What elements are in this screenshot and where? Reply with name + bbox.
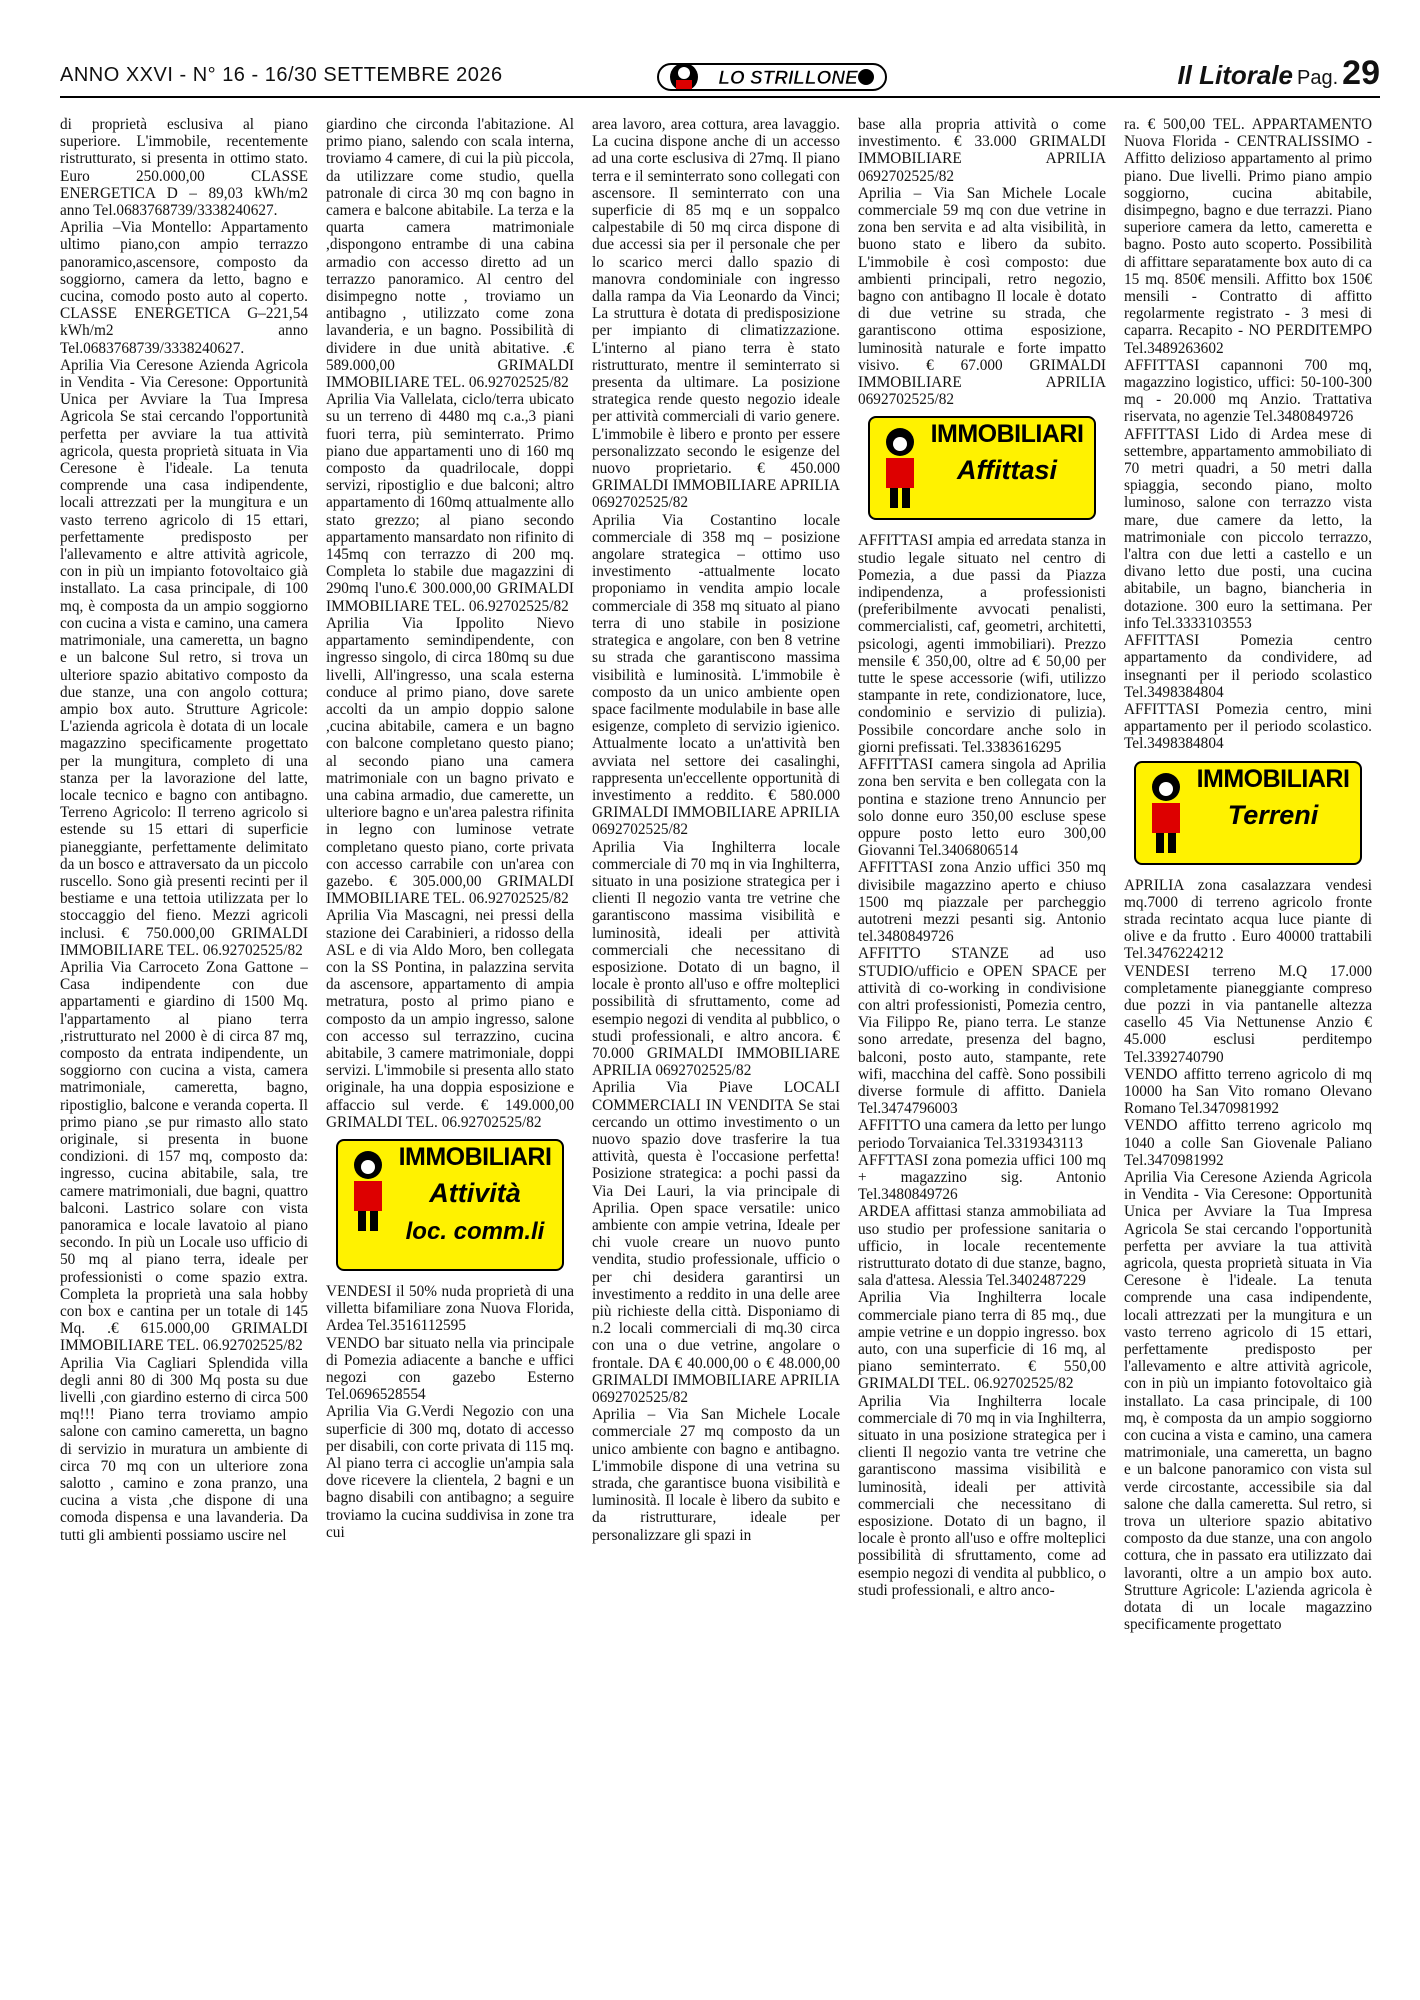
listing: AFFITTO una camera da letto per lungo periodo Torvaianica Tel.3319343113	[858, 1117, 1106, 1152]
listing: ARDEA affittasi stanza ammobiliata ad uso studio per professione sanitaria o ufficio, in locale recentemente ristrutturato dotato di due stanze, bagno, sala d'attesa. Alessia Tel.3402487229	[858, 1203, 1106, 1290]
listing: Aprilia Via Inghilterra locale commerciale di 70 mq in via Inghilterra, situato in una posizione strategica per i clienti Il negozio vanta tre vetrine che garantiscono massima visibilità e luminosità, ideali per attività commerciali che necessitano di esposizione. Dotato di un bagno, il locale è pronto all'uso e offre molteplici possibilità di sfruttamento, come ad esempio negozi di vendita al pubblico, o studi professionali, e altro ancora. € 70.000 GRIMALDI IMMOBILIARE APRILIA 0692702525/82	[592, 838, 840, 1080]
listing: Aprilia Via Mascagni, nei pressi della stazione dei Carabinieri, a ridosso della ASL e di via Aldo Moro, ben collegata con la SS Pontina, in palazzina servita da ascensore, appartamento di ampia metratura, posto al primo piano e composto da un ampio ingresso, salone con accesso sul terrazzino, cucina abitabile, 3 camere matrimoniale, doppi servizi. L'immobile si presenta allo stato originale, ha una doppia esposizione e affaccio sul verde. € 149.000,00 GRIMALDI TEL. 06.92702525/82	[326, 907, 574, 1131]
listing: Aprilia Via Ippolito Nievo appartamento semindipendente, con ingresso singolo, di circa 180mq su due livelli, All'ingresso, una scala esterna conduce al primo piano, dove sarete accolti da un ampio doppio salone ,cucina abitabile, camera e un bagno con balcone completano questo piano; al secondo piano una camera matrimoniale con un bagno privato e una cabina armadio, due camerette, un ulteriore bagno e un'area palestra rifinita in legno con luminose vetrate completano questo piano, corte privata con accesso carrabile con un'area con gazebo. € 305.000,00 GRIMALDI IMMOBILIARE TEL. 06.92702525/82	[326, 614, 574, 908]
page-word: Pag.	[1297, 67, 1339, 89]
listing: area lavoro, area cottura, area lavaggio. La cucina dispone anche di un accesso ad una corte esclusiva di 27mq. Il piano terra e il seminterrato sono collegati con ascensore. Il seminterrato con una superficie di 85 mq e un soppalco calpestabile di 50 mq circa dispone di due accessi sia per il personale che per lo scarico merci dallo spazio di manovra condominiale con ingresso dalla rampa da Via Leonardo da Vinci; La struttura è dotata di predisposizione per impianto di climatizzazione. L'interno al piano terra è stato ristrutturato, mentre il seminterrato si presenta da ultimare. La posizione strategica rende questo negozio ideale per attività commerciali di vario genere. L'immobile è libero e pronto per essere personalizzato secondo le esigenze del nuovo proprietario. € 450.000 GRIMALDI IMMOBILIARE APRILIA 0692702525/82	[592, 116, 840, 512]
listing: AFFITTASI Pomezia centro, mini appartamento per il periodo scolastico. Tel.3498384804	[1124, 700, 1372, 753]
listing: VENDESI terreno M.Q 17.000 completamente pianeggiante compreso due pozzi in via pantanelle altezza casello 45 Via Nettunense Anzio € 45.000 esclusi perditempo Tel.3392740790	[1124, 962, 1372, 1066]
listing: Aprilia – Via San Michele Locale commerciale 59 mq con due vetrine in zona ben servita e ad alta visibilità, in buono stato e libero da subito. L'immobile è così composto: due ambienti principali, retro negozio, bagno con antibagno Il locale è dotato di due vetrine su strada, che garantiscono ottima esposizione, luminosità naturale e forte impatto visivo. € 67.000 GRIMALDI IMMOBILIARE APRILIA 0692702525/82	[858, 184, 1106, 409]
column-4	[858, 116, 1106, 1988]
listing: Aprilia Via Vallelata, ciclo/terra ubicato su un terreno di 4480 mq c.a.,3 piani fuori terra, più seminterrato. Primo piano due appartamenti uno di 160 mq composto da quadrilocale, doppi servizi, ripostiglio e due balconi; altro appartamento di 160mq attualmente allo stato grezzo; al piano secondo appartamento mansardato non rifinito di 145mq con terrazzo di 200 mq. Completa lo stabile due magazzini di 290mq l'uno.€ 300.000,00 GRIMALDI IMMOBILIARE TEL. 06.92702525/82	[326, 391, 574, 615]
listing: Aprilia Via Piave LOCALI COMMERCIALI IN VENDITA Se stai cercando un ottimo investimento o un nuovo spazio dove trasferire la tua attività, questa è l'occasione perfetta! Posizione strategica: a pochi passi da Via Dei Lauri, la via principale di Aprilia. Open space versatile: unico ambiente con ampie vetrina, Ideale per chi vuole creare un nuovo punto vendita, studio professionale, ufficio o per chi desidera garantirsi un investimento a reddito in una delle aree più richieste della città. Disponiamo di n.2 locali commerciali di mq.30 circa con una o due vetrine, angolare o frontale. DA € 40.000,00 o € 48.000,00 GRIMALDI IMMOBILIARE APRILIA 0692702525/82	[592, 1079, 840, 1407]
section-header-affittasi	[868, 416, 1096, 520]
listing: AFFITTASI ampia ed arredata stanza in studio legale situato nel centro di Pomezia, a due passi da Piazza indipendenza, a professionisti (preferibilmente avvocati penalisti, commercialisti, caf, geometri, architetti, psicologi, agenti immobiliari). Prezzo mensile € 350,00, oltre ad € 50,00 per tutte le spese accessorie (wifi, utilizzo stampante in rete, condizionatore, luce, condominio e servizio di pulizia). Possibile concordare anche solo in giorni prefissati. Tel.3383616295	[858, 532, 1106, 756]
issue-info: ANNO XXVI - N° 16 - 16/30 SETTEMBRE 2026	[60, 64, 503, 86]
listing: Aprilia Via Inghilterra locale commerciale di 70 mq in via Inghilterra, situato in una posizione strategica per i clienti Il negozio vanta tre vetrine che garantiscono massima visibilità e luminosità, ideali per attività commerciali che necessitano di esposizione. Dotato di un bagno, il locale è pronto all'uso e offre molteplici possibilità di sfruttamento, come ad esempio negozi di vendita al pubblico, o studi professionali, e altro anco-	[858, 1392, 1106, 1599]
listing: VENDO bar situato nella via principale di Pomezia adiacente a banche e uffici negozi con gazebo Esterno Tel.0696528554	[326, 1334, 574, 1404]
page-number: 29	[1342, 54, 1380, 92]
listing: AFFITTASI capannoni 700 mq, magazzino logistico, uffici: 50-100-300 mq - 20.000 mq Anzio. Trattativa riservata, no agenzie Tel.3480849726	[1124, 356, 1372, 426]
lo-strillone-logo	[656, 58, 888, 96]
listing: VENDO affitto terreno agricolo mq 1040 a colle San Giovenale Paliano Tel.3470981992	[1124, 1117, 1372, 1169]
section-subtitle: Terreni	[1227, 799, 1319, 830]
listing: Aprilia Via Cagliari Splendida villa degli anni 80 di 300 Mq posta su due livelli ,con giardino esterno di circa 500 mq!!! Piano terra troviamo ampio salone con camino cameretta, un bagno di servizio in muratura un ambiente di circa 70 mq con un ulteriore zona salotto , camino e zona pranzo, una cucina a vista ,che dispone di una comoda dispensa e una lavanderia. Da tutti gli ambienti possiamo uscire nel	[60, 1354, 308, 1544]
listing: Aprilia –Via Montello: Appartamento ultimo piano,con ampio terrazzo panoramico,ascensore, composto da soggiorno, camera da letto, bagno e cucina, comodo posto auto al coperto. CLASSE ENERGETICA G–221,54 kWh/m2 anno Tel.0683768739/3338240627.	[60, 219, 308, 357]
listing: Aprilia Via Inghilterra locale commerciale piano terra di 85 mq., due ampie vetrine e un doppio ingresso. box auto, con una superficie di 16 mq, al piano seminterrato. € 550,00 GRIMALDI TEL. 06.92702525/82	[858, 1289, 1106, 1393]
listing: APRILIA zona casalazzara vendesi mq.7000 di terreno agricolo fronte strada recintato acqua luce piante di olive e da frutto . Euro 40000 trattabili Tel.3476224212	[1124, 876, 1372, 963]
page-label	[1177, 54, 1380, 93]
section-title: IMMOBILIARI	[398, 1142, 552, 1171]
listing: Aprilia Via G.Verdi Negozio con una superficie di 300 mq, dotato di accesso per disabili, con corte privata di 115 mq. Al piano terra ci accoglie un'ampia sala dove ricevere la clientela, 2 bagni e un bagno disabili con antibagno; a seguire troviamo la cucina suddivisa in zone tra cui	[326, 1403, 574, 1541]
section-subtitle-2: loc. comm.li	[405, 1217, 545, 1245]
listing: Aprilia Via Carroceto Zona Gattone – Casa indipendente con due appartamenti e giardino di 1500 Mq. l'appartamento al piano terra ,ristrutturato nel 2000 è di circa 87 mq, composto da entrata indipendente, un soggiorno con cucina a vista, camera matrimoniale, cameretta, bagno, ripostiglio, balcone e veranda coperta. Il primo piano ,se pur rimasto allo stato originale, si presenta in buone condizioni. di 157 mq, composto da: ingresso, cucina abitabile, sala, tre camere matrimoniali, due bagni, quattro balconi. Lastrico solare con vista panoramica e locale lavatoio al piano secondo. In più un Locale uso ufficio di 50 mq al piano terra, ideale per professionisti o come spazio extra. Completa la proprietà una sala hobby con box e cantina per un totale di 145 Mq. .€ 615.000,00 GRIMALDI IMMOBILIARE TEL. 06.92702525/82	[60, 958, 308, 1355]
section-title: IMMOBILIARI	[930, 420, 1084, 449]
listing: AFFTTASI zona pomezia uffici 100 mq + magazzino sig. Antonio Tel.3480849726	[858, 1151, 1106, 1204]
listing: VENDESI il 50% nuda proprietà di una villetta bifamiliare zona Nuova Florida, Ardea Tel.3516112595	[326, 1282, 574, 1335]
section-subtitle: Attività	[429, 1177, 521, 1208]
section-subtitle: Affittasi	[956, 455, 1057, 486]
column-1	[60, 116, 308, 1988]
listing: di proprietà esclusiva al piano superiore. L'immobile, recentemente ristrutturato, si presenta in ottimo stato. Euro 250.000,00 CLASSE ENERGETICA D – 89,03 kWh/m2 anno Tel.0683768739/3338240627.	[60, 116, 308, 220]
listing: VENDO affitto terreno agricolo di mq 10000 ha San Vito romano Olevano Romano Tel.3470981992	[1124, 1065, 1372, 1118]
publication-name: Il Litorale	[1177, 60, 1294, 90]
column-3	[592, 116, 840, 1988]
listing: Aprilia Via Ceresone Azienda Agricola in Vendita - Via Ceresone: Opportunità Unica per Avviare la Tua Impresa Agricola Se stai cercando l'opportunità perfetta per avviare la tua attività agricola, questa proprietà situata in Via Ceresone è l'ideale. La tenuta comprende una casa indipendente, locali attrezzati per la mungitura e un vasto terreno agricolo di 15 ettari, perfettamente predisposto per l'allevamento e altre attività agricole, con in più un impianto fotovoltaico già installato. La casa principale, di 100 mq, è composta da un ampio soggiorno con cucina a vista e camino, una camera matrimoniale, una cameretta, un bagno e un balcone panoramico con vista sul verde circostante, accessibile sia dal salone che dalla cameretta. Sul retro, si trova un ulteriore spazio abitativo composto da due stanze, una con angolo cottura, che in passato era utilizzato dai lavoranti, oltre a un ampio box auto. Strutture Agricole: L'azienda agricola è dotata di un locale magazzino specificamente progettato	[1124, 1168, 1372, 1634]
listing: Aprilia – Via San Michele Locale commerciale 27 mq composto da un unico ambiente con bagno e antibagno. L'immobile dispone di una vetrina su strada, che garantisce buona visibilità e luminosità. Il locale è libero da subito e da ristrutturare, ideale per personalizzare gli spazi in	[592, 1406, 840, 1544]
listing: AFFITTO STANZE ad uso STUDIO/ufficio e OPEN SPACE per attività di co-working in condivisione con altri professionisti, Pomezia centro, Via Filippo Re, piano terra. Le stanze sono arredate, presenza del bagno, balconi, posto auto, stampante, rete wifi, macchina del caffè. Sono possibili diverse formule di affitto. Daniela Tel.3474796003	[858, 945, 1106, 1118]
listing: AFFITTASI Lido di Ardea mese di settembre, appartamento ammobiliato di 70 metri quadri, a 50 metri dalla spiaggia, secondo piano, molto luminoso, salone con terrazzo vista mare, due camere da letto, la matrimoniale con piccolo terrazzo, l'altra con due letti a castello e un divano letto due posti, una cucina abitabile, un bagno, biancheria in dotazione. 300 euro la settimana. Per info Tel.3333103553	[1124, 425, 1372, 632]
listing: Aprilia Via Costantino locale commerciale di 358 mq – posizione angolare strategica – ottimo uso investimento -attualmente locato proponiamo in vendita ampio locale commerciale di 358 mq situato al piano terra di uno stabile in posizione strategica e angolare, con ben 8 vetrine su strada che garantiscono massima visibilità e luminosità. L'immobile è composto da un unico ambiente open space facilmente modulabile in base alle esigenze, completo di servizio igienico. Attualmente locato a un'attività ben avviata nel settore dei casalinghi, rappresenta un'eccellente opportunità di investimento a reddito. € 580.000 GRIMALDI IMMOBILIARE APRILIA 0692702525/82	[592, 511, 840, 839]
column-2	[326, 116, 574, 1988]
listing: AFFITTASI Pomezia centro appartamento da condividere, ad insegnanti per il periodo scolastico Tel.3498384804	[1124, 632, 1372, 701]
newsboy-mascot-icon	[874, 424, 926, 512]
listing: AFFITTASI camera singola ad Aprilia zona ben servita e ben collegata con la pontina e stazione treno Annuncio per solo donne euro 350,00 escluse spese oppure posto letto euro 300,00 Giovanni Tel.3406806514	[858, 756, 1106, 860]
column-5	[1124, 116, 1372, 1988]
listing: giardino che circonda l'abitazione. Al primo piano, salendo con scala interna, troviamo 4 camere, di cui la più piccola, da utilizzare come studio, quella patronale di circa 30 mq con bagno in camera e balcone abitabile. La terza e la quarta camera matrimoniale ,dispongono entrambe di una cabina armadio con accesso diretto ad un terrazzo panoramico. Al centro del disimpegno notte , troviamo un antibagno , utilizzato come zona lavanderia, e un bagno. Possibilità di dividere in due unità abitative. .€ 589.000,00 GRIMALDI IMMOBILIARE TEL. 06.92702525/82	[326, 116, 574, 392]
listing: ra. € 500,00 TEL. APPARTAMENTO Nuova Florida - CENTRALISSIMO - Affitto delizioso appartamento al primo piano. Due livelli. Primo piano ampio soggiorno, cucina abitabile, disimpegno, bagno e due terrazzi. Piano superiore camera da letto, cameretta e bagno. Posto auto scoperto. Possibilità di affittare separatamente box auto di ca 15 mq. 850€ mensili. Affitto box 150€ mensili - Contratto di affitto regolarmente registrato - 3 mesi di caparra. Recapito - NO PERDITEMPO Tel.3489263602	[1124, 116, 1372, 357]
newsboy-mascot-icon	[342, 1147, 394, 1235]
listing: Aprilia Via Ceresone Azienda Agricola in Vendita - Via Ceresone: Opportunità Unica per Avviare la Tua Impresa Agricola Se stai cercando l'opportunità perfetta per avviare la tua attività agricola, questa proprietà situata in Via Ceresone è l'ideale. La tenuta comprende una casa indipendente, locali attrezzati per la mungitura e un vasto terreno agricolo di 15 ettari, perfettamente predisposto per l'allevamento e altre attività agricole, con in più un impianto fotovoltaico già installato. La casa principale, di 100 mq, è composta da un ampio soggiorno con cucina a vista e camino, una camera matrimoniale, una cameretta, un bagno e un balcone Sul retro, si trova un ulteriore spazio abitativo composto da due stanze, una con angolo cottura; ampio box auto. Strutture Agricole: L'azienda agricola è dotata di un locale magazzino specificamente progettato per la mungitura, completo di una stanza per la lavorazione del latte, locale tecnico e bagno con antibagno. Terreno Agricolo: Il terreno agricolo si estende su 15 ettari di superficie pianeggiante, perfettamente delimitato da un bosco e attraversato da un piccolo ruscello. Sono già presenti recinti per il bestiame e una tettoia utilizzata per lo stoccaggio del fieno. Mezzi agricoli inclusi. € 750.000,00 GRIMALDI IMMOBILIARE TEL. 06.92702525/82	[60, 356, 308, 959]
logo-text: LO STRILLONE	[718, 68, 858, 89]
page-header	[60, 54, 1380, 98]
section-header-attivita	[336, 1139, 564, 1271]
section-title: IMMOBILIARI	[1196, 764, 1350, 793]
section-header-terreni	[1134, 761, 1362, 865]
newsboy-mascot-icon	[1140, 769, 1192, 857]
listing: base alla propria attività o come investimento. € 33.000 GRIMALDI IMMOBILIARE APRILIA 0692702525/82	[858, 116, 1106, 185]
listing: AFFITTASI zona Anzio uffici 350 mq divisibile magazzino aperto e chiuso 1500 mq piazzale per parcheggio autotreni mezzi pesanti sig. Antonio tel.3480849726	[858, 859, 1106, 946]
